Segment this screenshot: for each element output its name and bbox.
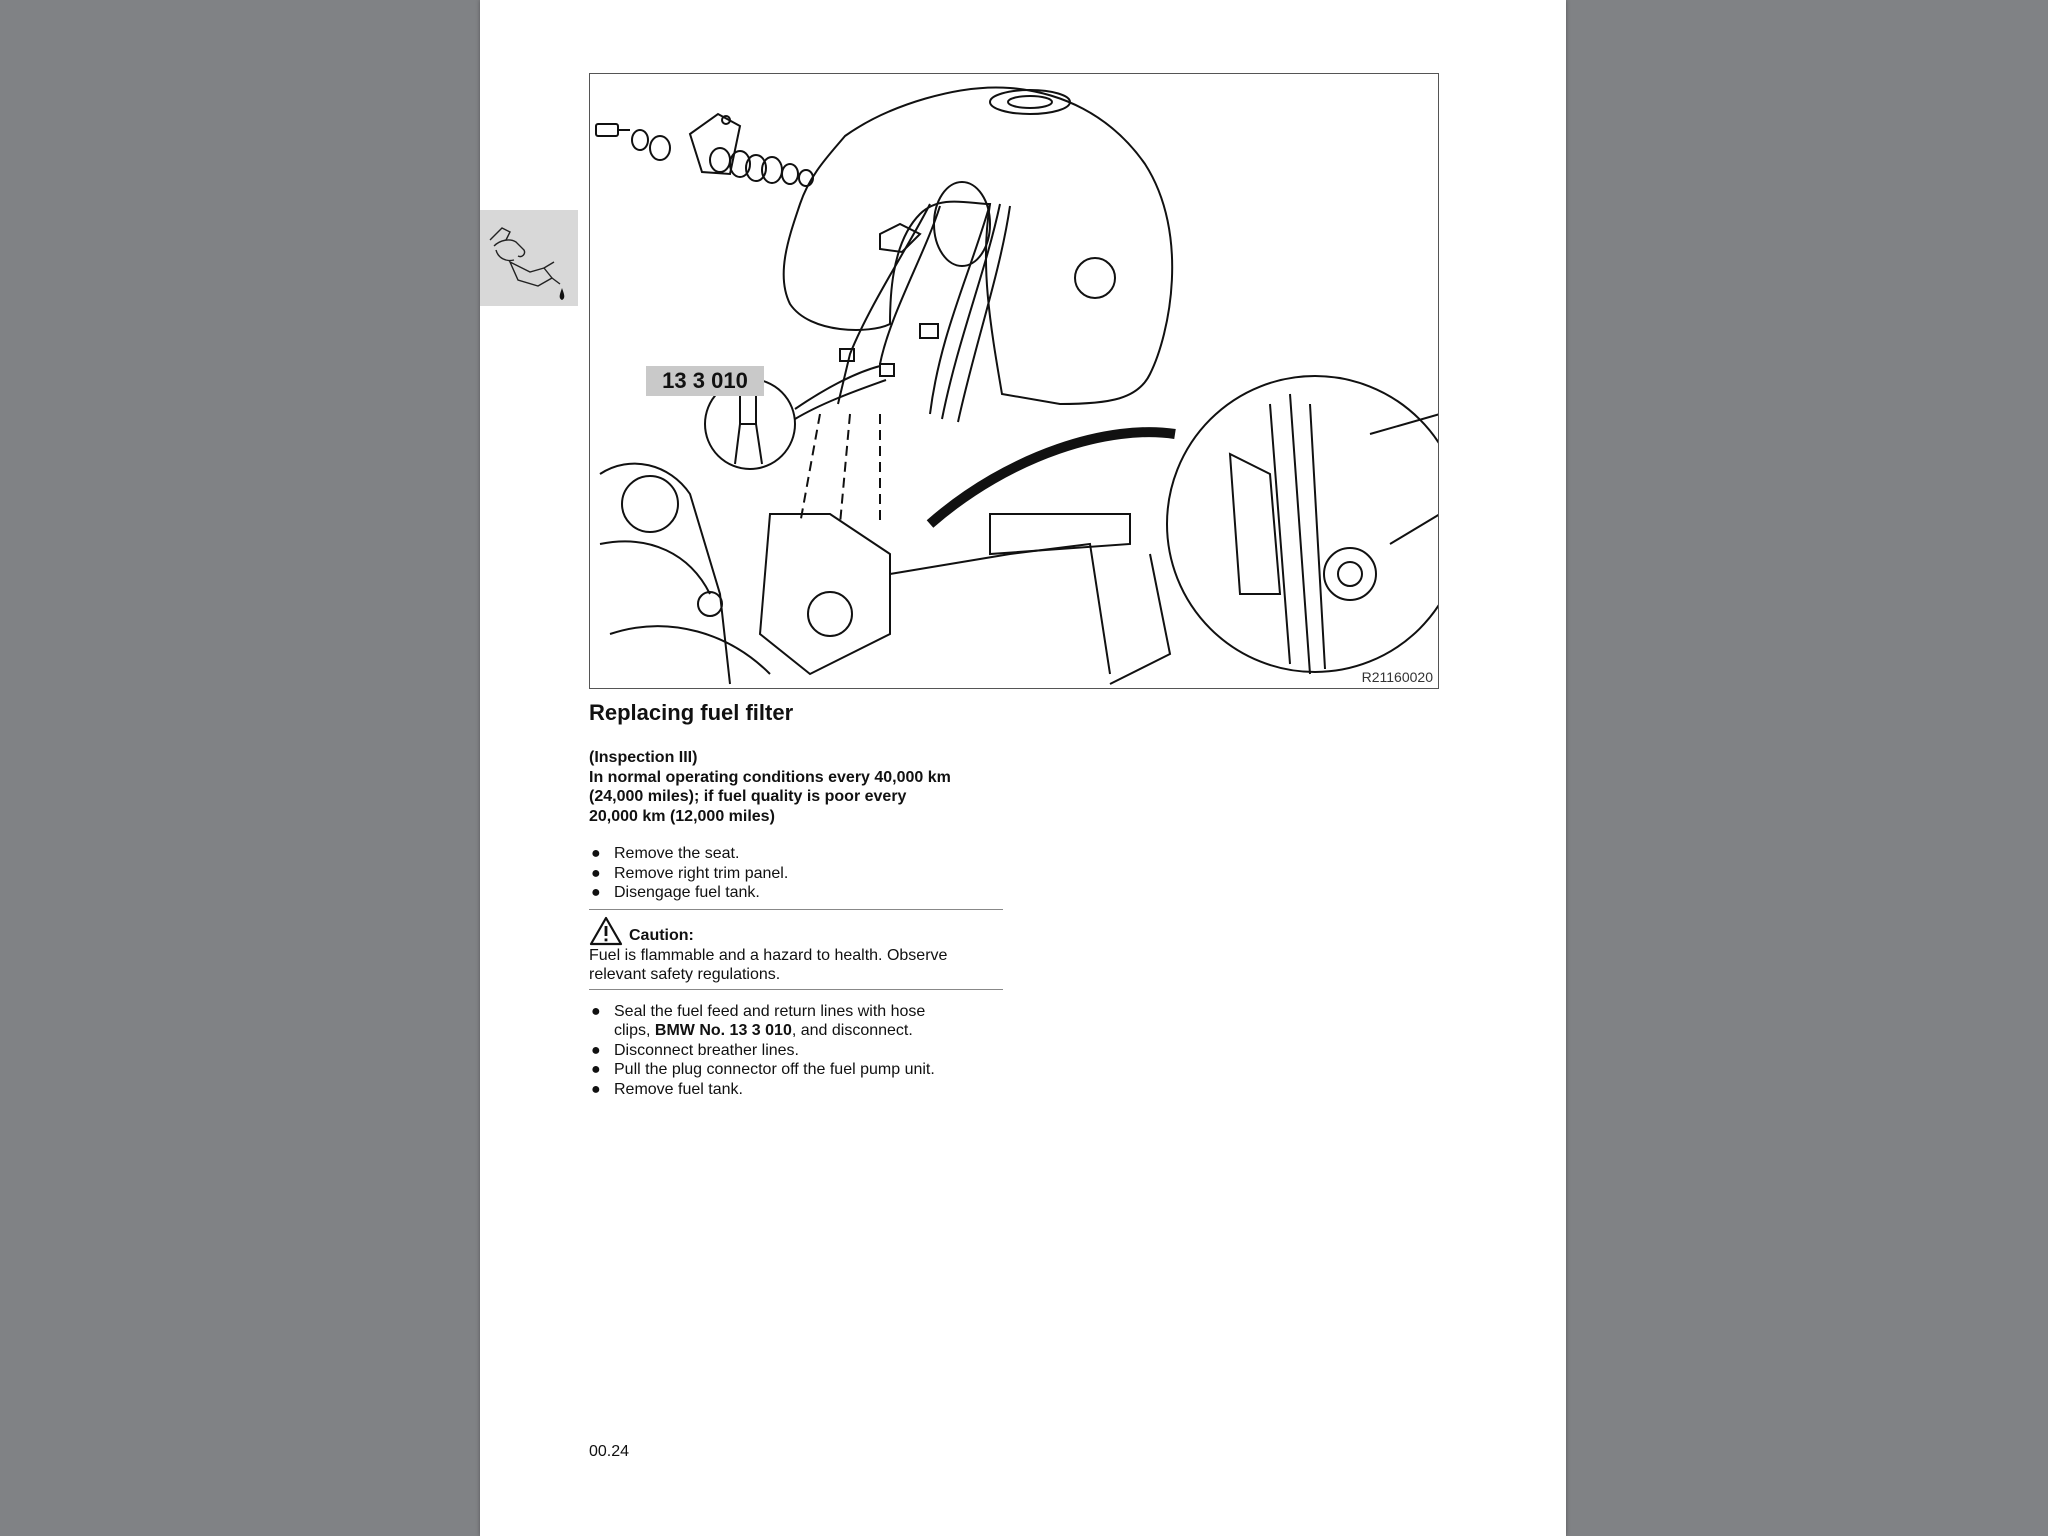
warning-triangle-icon bbox=[589, 916, 623, 946]
step-text: Remove the seat. bbox=[614, 845, 740, 862]
tool-number-label: 13 3 010 bbox=[646, 366, 764, 396]
bullet: ● bbox=[591, 1002, 601, 1020]
list-item bbox=[589, 864, 1019, 884]
step-text: Pull the plug connector off the fuel pump unit. bbox=[614, 1061, 935, 1078]
caution-heading bbox=[589, 912, 1003, 946]
step-text: , and disconnect. bbox=[791, 1022, 913, 1039]
list-item bbox=[589, 844, 1019, 864]
intro-line: In normal operating conditions every 40,000 km bbox=[589, 768, 951, 786]
caution-box bbox=[589, 909, 1003, 990]
step-text: Disengage fuel tank. bbox=[614, 884, 760, 901]
step-text-continued bbox=[614, 1021, 1019, 1041]
inspection-interval bbox=[589, 748, 1019, 826]
step-text: Seal the fuel feed and return lines with hose bbox=[614, 1002, 926, 1020]
step-text: Disconnect breather lines. bbox=[614, 1041, 799, 1059]
bullet: ● bbox=[591, 864, 601, 882]
intro-line: (Inspection III) bbox=[589, 749, 698, 766]
step-text: clips, bbox=[614, 1022, 655, 1039]
step-text: Remove right trim panel. bbox=[614, 864, 789, 882]
list-item bbox=[589, 883, 1019, 903]
maintenance-tab bbox=[480, 210, 578, 306]
list-item bbox=[589, 1002, 1019, 1041]
intro-line: (24,000 miles); if fuel quality is poor every bbox=[589, 788, 907, 805]
bullet: ● bbox=[591, 884, 601, 901]
caution-text: Fuel is flammable and a hazard to health. Observe bbox=[589, 946, 948, 964]
page-number: 00.24 bbox=[589, 1443, 630, 1460]
caution-text: relevant safety regulations. bbox=[589, 966, 781, 983]
bullet: ● bbox=[591, 1041, 601, 1059]
bullet: ● bbox=[591, 1061, 601, 1078]
instructions bbox=[589, 698, 1019, 1099]
step-text: Remove fuel tank. bbox=[614, 1080, 743, 1098]
steps-list-before bbox=[589, 844, 1019, 903]
intro-line: 20,000 km (12,000 miles) bbox=[589, 807, 775, 825]
bullet: ● bbox=[591, 845, 601, 862]
oil-can-hand-icon bbox=[480, 210, 578, 306]
list-item bbox=[589, 1060, 1019, 1080]
fuel-tank-illustration bbox=[589, 73, 1439, 689]
figure-reference: R21160020 bbox=[1361, 669, 1433, 685]
steps-list-after bbox=[589, 1002, 1019, 1100]
bullet: ● bbox=[591, 1080, 601, 1098]
manual-page bbox=[480, 0, 1566, 1536]
list-item bbox=[589, 1080, 1019, 1100]
caution-label: Caution: bbox=[629, 926, 694, 944]
part-number: BMW No. 13 3 010 bbox=[654, 1022, 792, 1039]
section-title: Replacing fuel filter bbox=[589, 700, 794, 725]
list-item bbox=[589, 1041, 1019, 1061]
